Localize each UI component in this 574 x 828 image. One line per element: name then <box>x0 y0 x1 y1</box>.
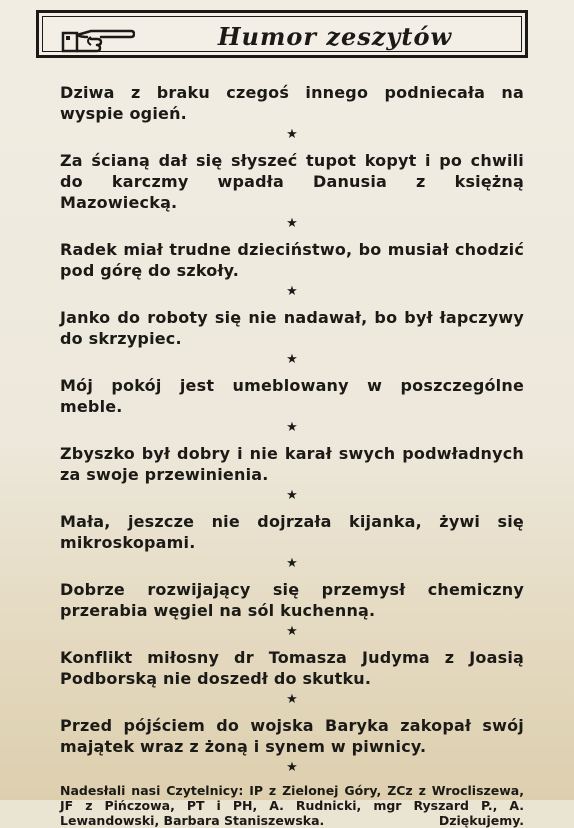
joke-item: Przed pójściem do wojska Baryka zakopał swój majątek wraz z żoną i synem w piwnicy. <box>60 716 524 756</box>
joke-item: Radek miał trudne dzieciństwo, bo musiał chodzić pod górę do szkoły. <box>60 240 524 280</box>
header-inner-frame <box>42 16 522 52</box>
column-title: Humor zeszytów <box>217 22 453 51</box>
reader-credits: Nadesłali nasi Czytelnicy: IP z Zielonej Góry, ZCz z Wrocliszewa, JF z Pińczowa, PT i PH, A. Rudnicki, mgr Ryszard P., A. Lewandowski, Barbara Staniszewska. <box>60 783 524 828</box>
joke-item: Mój pokój jest umeblowany w poszczególne meble. <box>60 376 524 416</box>
joke-item: Dobrze rozwijający się przemysł chemiczny przerabia węgiel na sól kuchenną. <box>60 580 524 620</box>
star-separator: ★ <box>286 420 298 435</box>
star-separator: ★ <box>286 692 298 707</box>
thanks-note: Dziękujemy. <box>438 813 524 828</box>
joke-item: Za ścianą dał się słyszeć tupot kopyt i po chwili do karczmy wpadła Danusia z księżną Mazowiecką. <box>60 151 524 212</box>
joke-item: Mała, jeszcze nie dojrzała kijanka, żywi się mikroskopami. <box>60 512 524 552</box>
star-separator: ★ <box>286 624 298 639</box>
joke-item: Dziwa z braku czegoś innego podniecała na wyspie ogień. <box>60 83 524 123</box>
pointing-hand-icon <box>61 23 135 53</box>
star-separator: ★ <box>286 284 298 299</box>
star-separator: ★ <box>286 556 298 571</box>
star-separator: ★ <box>286 352 298 367</box>
star-separator: ★ <box>286 760 298 775</box>
star-separator: ★ <box>286 488 298 503</box>
star-separator: ★ <box>286 127 298 142</box>
jokes-list <box>60 82 524 828</box>
joke-item: Konflikt miłosny dr Tomasza Judyma z Joasią Podborską nie doszedł do skutku. <box>60 648 524 688</box>
joke-item: Zbyszko był dobry i nie karał swych podwładnych za swoje przewinienia. <box>60 444 524 484</box>
column-header <box>36 10 528 58</box>
star-separator: ★ <box>286 216 298 231</box>
joke-item: Janko do roboty się nie nadawał, bo był łapczywy do skrzypiec. <box>60 308 524 348</box>
